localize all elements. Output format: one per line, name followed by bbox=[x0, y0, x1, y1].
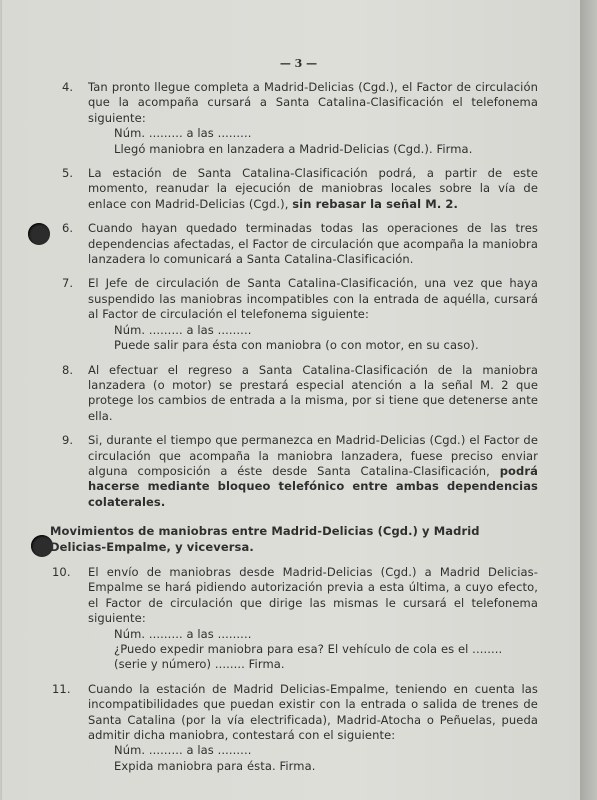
item-text: Al efectuar el regreso a Santa Catalina-Clasificación de la maniobra lanzadera (o motor) se prestará especial atención a la señal M. 2 que protege los cambios de entrada a la misma, por si tiene que detenerse ante ella. bbox=[88, 362, 538, 423]
punch-hole-upper bbox=[28, 223, 50, 245]
document-body bbox=[50, 80, 538, 783]
list-item bbox=[58, 80, 538, 157]
item-number: 6. bbox=[62, 221, 74, 236]
form-line: Núm. ......... a las ......... bbox=[114, 126, 252, 141]
item-number: 11. bbox=[52, 681, 71, 696]
form-line: Núm. ......... a las ......... bbox=[114, 322, 252, 337]
telefonema-form bbox=[88, 743, 538, 774]
telefonema-form bbox=[88, 126, 538, 157]
item-bold-text: sin rebasar la señal M. 2. bbox=[292, 196, 458, 211]
telefonema-form bbox=[88, 323, 538, 354]
item-text: Tan pronto llegue completa a Madrid-Delicias (Cgd.), el Factor de circulación que la acompaña cursará a Santa Catalina-Clasificación el telefonema siguiente: bbox=[88, 80, 538, 125]
list-item bbox=[58, 363, 538, 425]
form-line: Núm. ......... a las ......... bbox=[114, 626, 252, 641]
item-number: 9. bbox=[62, 433, 74, 448]
list-item bbox=[58, 276, 538, 353]
list-item bbox=[58, 221, 538, 267]
section-heading: Movimientos de maniobras entre Madrid-Delicias (Cgd.) y Madrid Delicias-Empalme, y viceversa. bbox=[50, 524, 480, 554]
item-text: El envío de maniobras desde Madrid-Delicias (Cgd.) a Madrid Delicias-Empalme se hará pidiendo autorización previa a esta última, a cuyo efecto, el Factor de circulación que dirige las mismas le cursará el telefonema siguiente: bbox=[88, 564, 538, 626]
page-edge bbox=[580, 0, 597, 800]
item-text: Si, durante el tiempo que permanezca en Madrid-Delicias (Cgd.) el Factor de circulación que acompaña la maniobra lanzadera, fuese preciso enviar alguna composición a éste desde Santa Catalina-Clasificación, bbox=[88, 433, 538, 478]
item-number: 8. bbox=[62, 362, 74, 377]
form-line: Expida maniobra para ésta. Firma. bbox=[114, 758, 316, 773]
list-item bbox=[58, 433, 538, 510]
item-number: 4. bbox=[62, 80, 74, 94]
item-bold-text: podrá hacerse mediante bloqueo telefónico entre ambas dependencias colaterales. bbox=[88, 463, 538, 509]
item-text: Cuando la estación de Madrid Delicias-Empalme, teniendo en cuenta las incompatibilidades que puedan existir con la entrada o salida de trenes de Santa Catalina (por la vía electrificada), Madrid-Atocha o Peñuelas, pueda admitir dicha maniobra, contestará con el siguiente: bbox=[88, 681, 538, 743]
list-item bbox=[52, 564, 538, 673]
item-number: 7. bbox=[62, 276, 74, 291]
item-text: El Jefe de circulación de Santa Catalina-Clasificación, una vez que haya suspendido las maniobras incompatibles con la entrada de aquélla, cursará al Factor de circulación el telefonema siguiente: bbox=[88, 276, 538, 322]
list-item bbox=[52, 681, 538, 774]
form-line: Núm. ......... a las ......... bbox=[114, 743, 252, 758]
form-line: Puede salir para ésta con maniobra (o con motor, en su caso). bbox=[114, 338, 479, 353]
form-line: (serie y número) ........ Firma. bbox=[114, 657, 285, 672]
item-number: 10. bbox=[52, 564, 71, 579]
list-item bbox=[58, 166, 538, 212]
form-line: ¿Puedo expedir maniobra para esa? El vehículo de cola es el ........ bbox=[114, 642, 503, 656]
page-number: — 3 — bbox=[279, 57, 318, 70]
item-text: Cuando hayan quedado terminadas todas las operaciones de las tres dependencias afectadas, el Factor de circulación que acompaña la maniobra lanzadera lo comunicará a Santa Catalina-Clasificación. bbox=[88, 221, 538, 267]
form-line: Llegó maniobra en lanzadera a Madrid-Delicias (Cgd.). Firma. bbox=[114, 141, 473, 156]
item-text: La estación de Santa Catalina-Clasificación podrá, a partir de este momento, reanudar la ejecución de maniobras locales sobre la vía de enlace con Madrid-Delicias (Cgd.), bbox=[88, 166, 538, 211]
item-number: 5. bbox=[62, 166, 74, 181]
telefonema-form bbox=[88, 627, 538, 673]
